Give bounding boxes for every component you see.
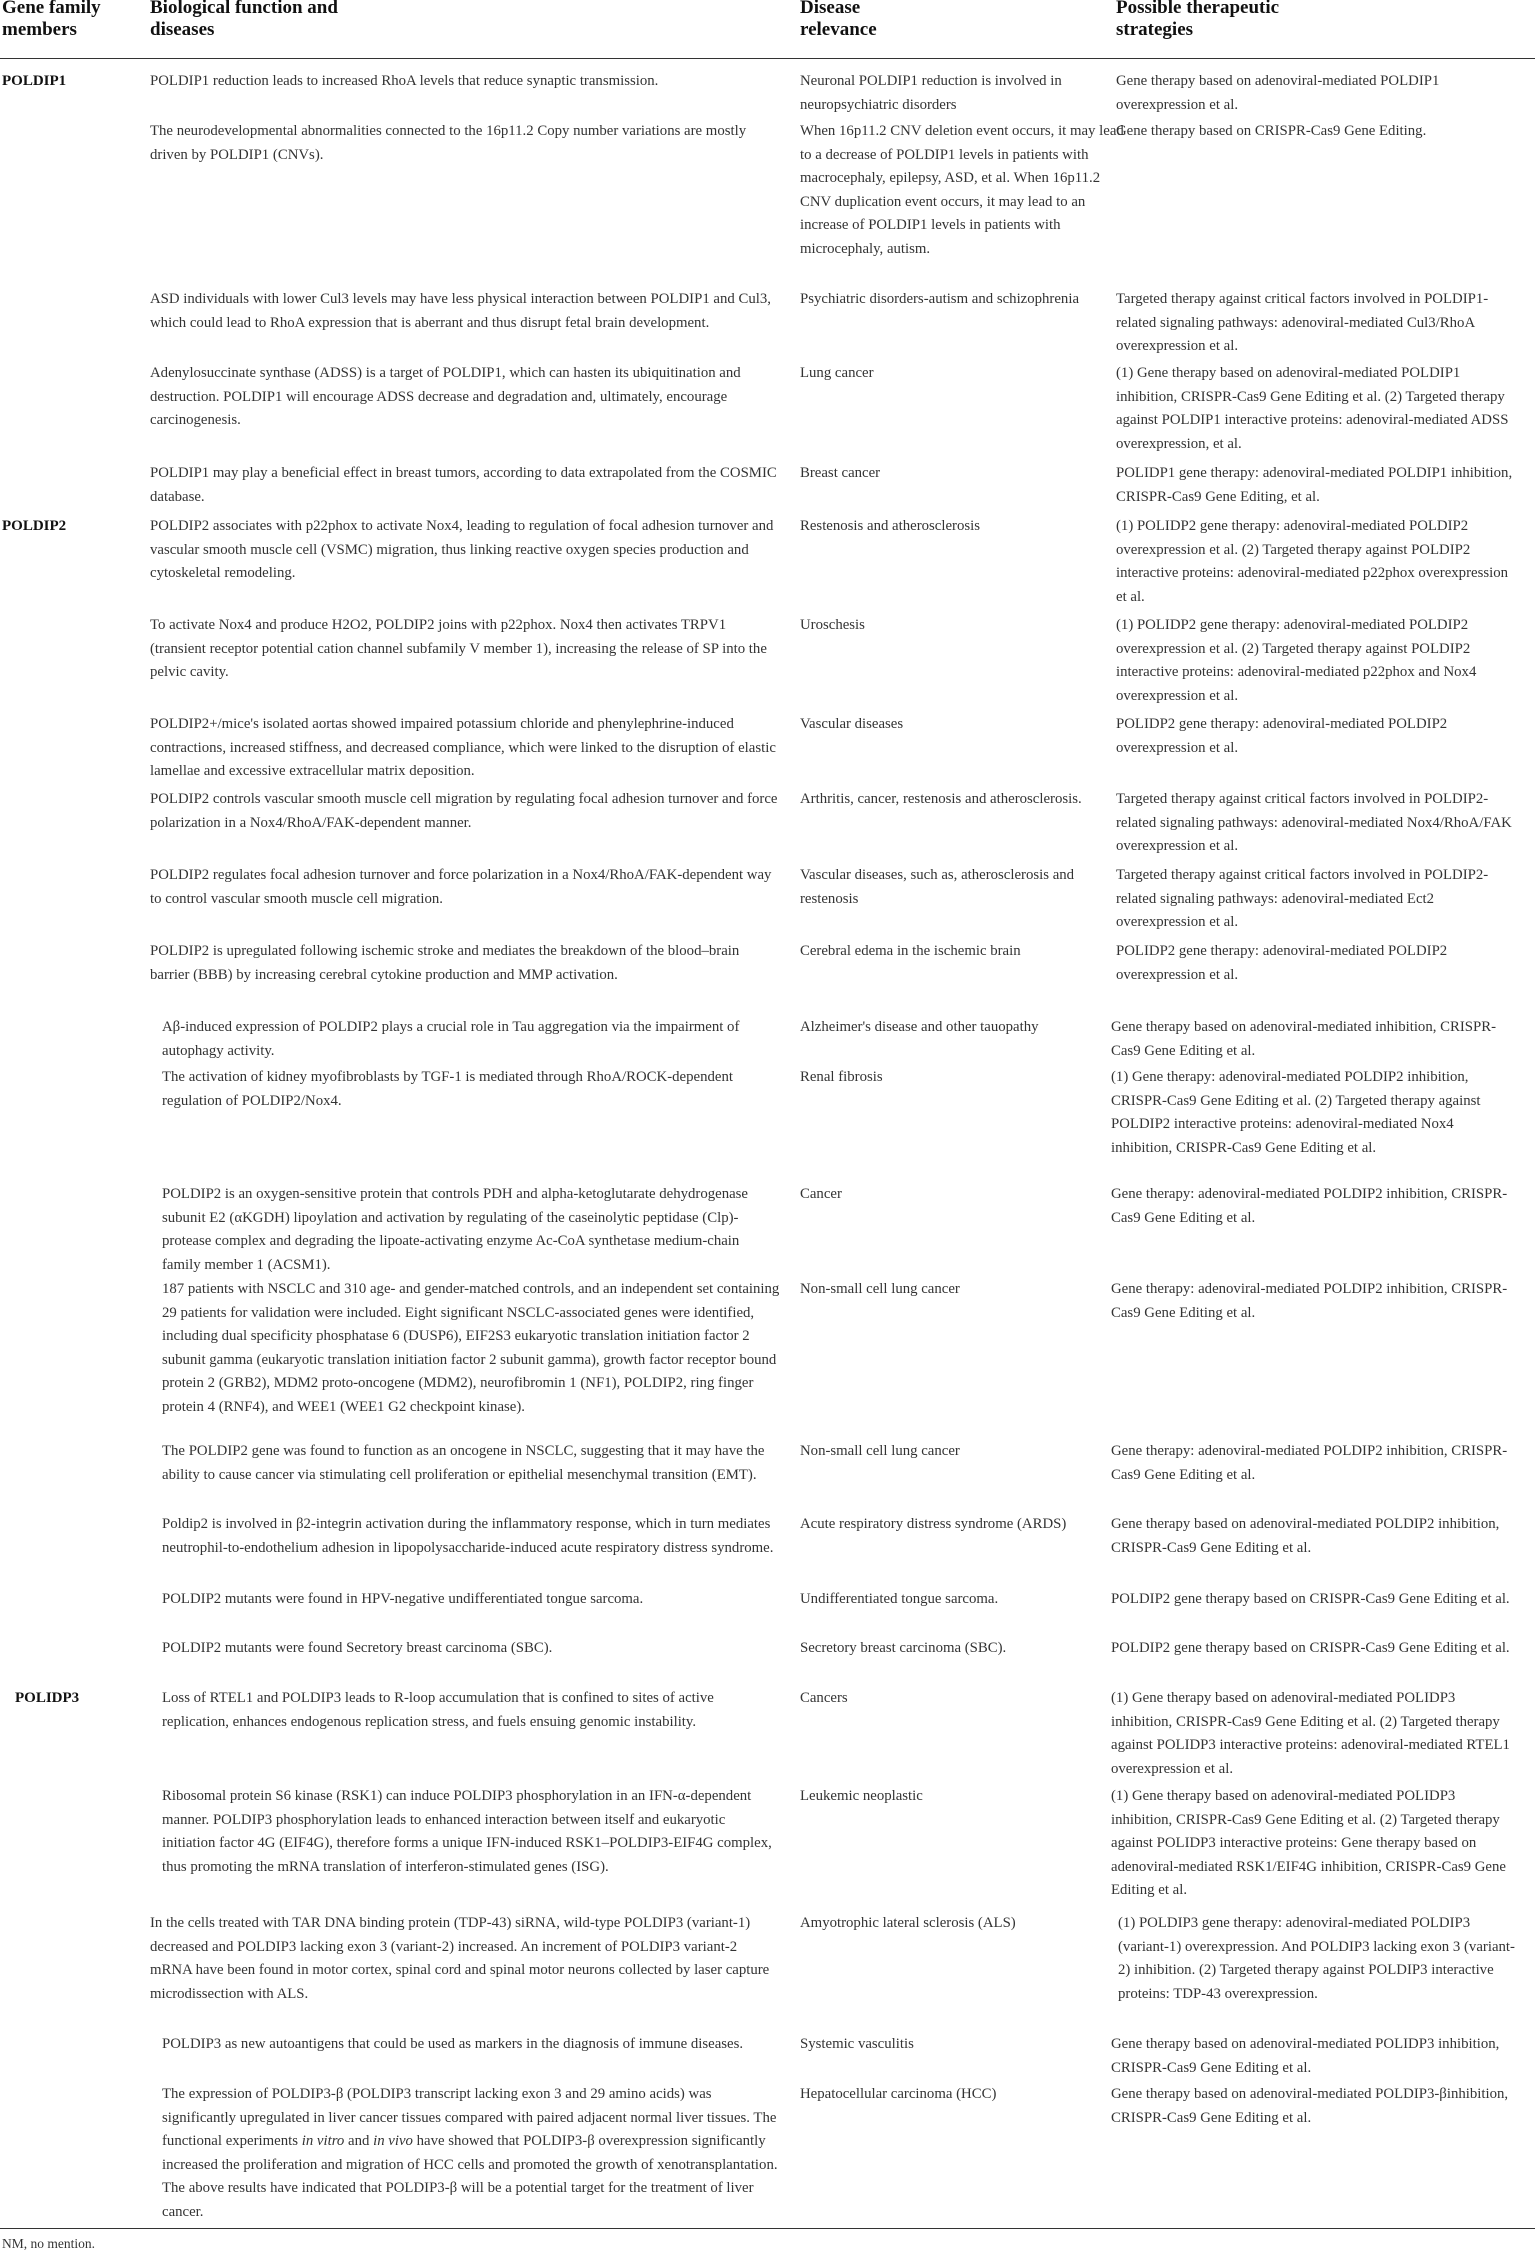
disease-cell: Leukemic neoplastic [800, 1788, 923, 1804]
therapy-cell: Gene therapy: adenoviral-mediated POLDIP2 inhibition, CRISPR-Cas9 Gene Editing et al. [1111, 1281, 1508, 1321]
disease-cell: Lung cancer [800, 365, 874, 381]
header-bio: Biological function and diseases [150, 0, 338, 40]
bio-cell: ASD individuals with lower Cul3 levels may have less physical interaction between POLDIP1 and Cul3, which could lead to RhoA expression that is aberrant and thus disrupt fetal brain development. [150, 291, 771, 331]
therapy-cell: Targeted therapy against critical factors involved in POLDIP2-related signaling pathways: adenoviral-mediated Nox4/RhoA/FAK overexpression et al. [1116, 791, 1512, 854]
disease-cell: Cancers [800, 1690, 848, 1706]
gene-cell: POLDIP2 [2, 518, 67, 534]
bio-text-italic: in vitro [301, 2133, 345, 2149]
therapy-cell: (1) Gene therapy based on adenoviral-mediated POLDIP1 inhibition, CRISPR-Cas9 Gene Editing et al. (2) Targeted therapy against POLDIP1 interactive proteins: adenoviral-mediated ADSS overexpression, et al. [1116, 365, 1509, 452]
therapy-cell: (1) POLIDP2 gene therapy: adenoviral-mediated POLDIP2 overexpression et al. (2) Targeted therapy against POLDIP2 interactive proteins: adenoviral-mediated p22phox and Nox4 overexpression et al. [1116, 617, 1477, 704]
therapy-cell: (1) POLDIP3 gene therapy: adenoviral-mediated POLDIP3 (variant-1) overexpression. And POLDIP3 lacking exon 3 (variant-2) inhibition. (2) Targeted therapy against POLDIP3 interactive proteins: TDP-43 overexpression. [1118, 1915, 1515, 2002]
disease-cell: Neuronal POLDIP1 reduction is involved in neuropsychiatric disorders [800, 73, 1062, 113]
table-bottom-rule [0, 2228, 1535, 2229]
bio-cell: POLDIP1 may play a beneficial effect in breast tumors, according to data extrapolated from the COSMIC database. [150, 465, 777, 505]
bio-cell: POLDIP2 mutants were found in HPV-negative undifferentiated tongue sarcoma. [162, 1591, 644, 1607]
bio-cell: POLDIP2 regulates focal adhesion turnover and force polarization in a Nox4/RhoA/FAK-dependent way to control vascular smooth muscle cell migration. [150, 867, 772, 907]
disease-cell: Secretory breast carcinoma (SBC). [800, 1640, 1007, 1656]
bio-cell: POLDIP2 is an oxygen-sensitive protein that controls PDH and alpha-ketoglutarate dehydrogenase subunit E2 (αKGDH) lipoylation and activation by regulating of the caseinolytic peptidase (Clp)-protease complex and degrading the lipoate-activating enzyme Ac-CoA synthetase medium-chain family member 1 (ACSM1). [162, 1186, 748, 1273]
disease-cell: Systemic vasculitis [800, 2036, 914, 2052]
bio-text-part: The expression of POLDIP3-β (POLDIP3 transcript lacking exon 3 and 29 amino acids) was significantly upregulated in liver cancer tissues compared with paired adjacent normal liver tissues. The functional experiments [162, 2086, 777, 2149]
bio-cell: POLDIP3 as new autoantigens that could be used as markers in the diagnosis of immune diseases. [162, 2036, 744, 2052]
bio-cell: POLDIP2 is upregulated following ischemic stroke and mediates the breakdown of the blood–brain barrier (BBB) by increasing cerebral cytokine production and MMP activation. [150, 943, 740, 983]
disease-cell: Restenosis and atherosclerosis [800, 518, 980, 534]
therapy-cell: Gene therapy: adenoviral-mediated POLDIP2 inhibition, CRISPR-Cas9 Gene Editing et al. [1111, 1443, 1508, 1483]
gene-cell: POLIDP3 [15, 1690, 80, 1706]
therapy-cell: (1) Gene therapy based on adenoviral-mediated POLIDP3 inhibition, CRISPR-Cas9 Gene Editing et al. (2) Targeted therapy against POLIDP3 interactive proteins: adenoviral-mediated RTEL1 overexpression et al. [1111, 1690, 1510, 1777]
disease-cell: Uroschesis [800, 617, 865, 633]
bio-cell: POLDIP1 reduction leads to increased RhoA levels that reduce synaptic transmission. [150, 73, 659, 89]
therapy-cell: (1) POLIDP2 gene therapy: adenoviral-mediated POLDIP2 overexpression et al. (2) Targeted therapy against POLDIP2 interactive proteins: adenoviral-mediated p22phox overexpression et al. [1116, 518, 1508, 605]
disease-cell: Hepatocellular carcinoma (HCC) [800, 2086, 997, 2102]
bio-cell: In the cells treated with TAR DNA binding protein (TDP-43) siRNA, wild-type POLDIP3 (variant-1) decreased and POLDIP3 lacking exon 3 (variant-2) increased. An increment of POLDIP3 variant-2 mRNA have been found in motor cortex, spinal cord and spinal motor neurons collected by laser capture microdissection with ALS. [150, 1915, 770, 2002]
bio-cell: Aβ-induced expression of POLDIP2 plays a crucial role in Tau aggregation via the impairment of autophagy activity. [162, 1019, 740, 1059]
disease-cell: Cancer [800, 1186, 842, 1202]
bio-cell: Adenylosuccinate synthase (ADSS) is a target of POLDIP1, which can hasten its ubiquitination and destruction. POLDIP1 will encourage ADSS decrease and degradation and, ultimately, encourage carcinogenesis. [150, 365, 741, 428]
disease-cell: Non-small cell lung cancer [800, 1281, 960, 1297]
bio-cell: The neurodevelopmental abnormalities connected to the 16p11.2 Copy number variations are mostly driven by POLDIP1 (CNVs). [150, 123, 747, 163]
disease-cell: Undifferentiated tongue sarcoma. [800, 1591, 999, 1607]
gene-cell: POLDIP1 [2, 73, 67, 89]
therapy-cell: POLIDP1 gene therapy: adenoviral-mediated POLDIP1 inhibition, CRISPR-Cas9 Gene Editing, et al. [1116, 465, 1513, 505]
bio-cell: POLDIP2 controls vascular smooth muscle cell migration by regulating focal adhesion turnover and force polarization in a Nox4/RhoA/FAK-dependent manner. [150, 791, 778, 831]
disease-cell: Renal fibrosis [800, 1069, 883, 1085]
therapy-cell: Gene therapy based on adenoviral-mediated POLIDP3 inhibition, CRISPR-Cas9 Gene Editing et al. [1111, 2036, 1500, 2076]
disease-cell: When 16p11.2 CNV deletion event occurs, it may lead to a decrease of POLDIP1 levels in patients with macrocephaly, epilepsy, ASD, et al. When 16p11.2 CNV duplication event occurs, it may lead to an increase of POLDIP1 levels in patients with microcephaly, autism. [800, 123, 1124, 257]
header-gene: Gene family members [2, 0, 101, 40]
therapy-cell: Targeted therapy against critical factors involved in POLDIP1-related signaling pathways: adenoviral-mediated Cul3/RhoA overexpression et al. [1116, 291, 1489, 354]
bio-cell: To activate Nox4 and produce H2O2, POLDIP2 joins with p22phox. Nox4 then activates TRPV1 (transient receptor potential cation channel subfamily V member 1), increasing the release of SP into the pelvic cavity. [150, 617, 767, 680]
disease-cell: Arthritis, cancer, restenosis and atherosclerosis. [800, 791, 1082, 807]
therapy-cell: Targeted therapy against critical factors involved in POLDIP2-related signaling pathways: adenoviral-mediated Ect2 overexpression et al. [1116, 867, 1489, 930]
therapy-cell: POLDIP2 gene therapy based on CRISPR-Cas9 Gene Editing et al. [1111, 1640, 1510, 1656]
bio-cell [162, 2083, 780, 2224]
disease-cell: Vascular diseases [800, 716, 904, 732]
bio-text-part: have showed that POLDIP3-β overexpression significantly increased the proliferation and migration of HCC cells and promoted the growth of xenotransplantation. The above results have indicated that POLDIP3-β will be a potential target for the treatment of liver cancer. [162, 2133, 778, 2220]
bio-text-part: and [344, 2133, 374, 2149]
bio-cell: POLDIP2+/mice's isolated aortas showed impaired potassium chloride and phenylephrine-induced contractions, increased stiffness, and decreased compliance, which were linked to the disruption of elastic lamellae and excessive extracellular matrix deposition. [150, 716, 776, 779]
therapy-cell: (1) Gene therapy based on adenoviral-mediated POLIDP3 inhibition, CRISPR-Cas9 Gene Editing et al. (2) Targeted therapy against POLIDP3 interactive proteins: Gene therapy based on adenoviral-mediated RSK1/EIF4G inhibition, CRISPR-Cas9 Gene Editing et al. [1111, 1788, 1506, 1898]
table-header [0, 0, 1535, 59]
bio-cell: Loss of RTEL1 and POLDIP3 leads to R-loop accumulation that is confined to sites of active replication, enhances endogenous replication stress, and fuels ensuing genomic instability. [162, 1690, 714, 1730]
therapy-cell: Gene therapy based on adenoviral-mediated POLDIP2 inhibition, CRISPR-Cas9 Gene Editing et al. [1111, 1516, 1500, 1556]
therapy-cell: Gene therapy based on CRISPR-Cas9 Gene Editing. [1116, 123, 1427, 139]
therapy-cell: Gene therapy: adenoviral-mediated POLDIP2 inhibition, CRISPR-Cas9 Gene Editing et al. [1111, 1186, 1508, 1226]
disease-cell: Psychiatric disorders-autism and schizophrenia [800, 291, 1080, 307]
bio-cell: The POLDIP2 gene was found to function as an oncogene in NSCLC, suggesting that it may have the ability to cause cancer via stimulating cell proliferation or epithelial mesenchymal transition (EMT). [162, 1443, 765, 1483]
therapy-cell: POLIDP2 gene therapy: adenoviral-mediated POLDIP2 overexpression et al. [1116, 716, 1448, 756]
header-disease: Disease relevance [800, 0, 877, 40]
disease-cell: Vascular diseases, such as, atherosclerosis and restenosis [800, 867, 1075, 907]
bio-cell: Ribosomal protein S6 kinase (RSK1) can induce POLDIP3 phosphorylation in an IFN-α-dependent manner. POLDIP3 phosphorylation leads to enhanced interaction between itself and eukaryotic initiation factor 4G (EIF4G), therefore forms a unique IFN-induced RSK1–POLDIP3-EIF4G complex, thus promoting the mRNA translation of interferon-stimulated genes (ISG). [162, 1788, 772, 1875]
disease-cell: Breast cancer [800, 465, 881, 481]
disease-cell: Alzheimer's disease and other tauopathy [800, 1019, 1039, 1035]
therapy-cell: Gene therapy based on adenoviral-mediated POLDIP3-βinhibition, CRISPR-Cas9 Gene Editing et al. [1111, 2086, 1509, 2126]
disease-cell: Acute respiratory distress syndrome (ARDS) [800, 1516, 1067, 1532]
therapy-cell: (1) Gene therapy: adenoviral-mediated POLDIP2 inhibition, CRISPR-Cas9 Gene Editing et al. (2) Targeted therapy against POLDIP2 interactive proteins: adenoviral-mediated Nox4 inhibition, CRISPR-Cas9 Gene Editing et al. [1111, 1069, 1481, 1156]
disease-cell: Cerebral edema in the ischemic brain [800, 943, 1021, 959]
bio-cell: POLDIP2 associates with p22phox to activate Nox4, leading to regulation of focal adhesion turnover and vascular smooth muscle cell (VSMC) migration, thus linking reactive oxygen species production and cytoskeletal remodeling. [150, 518, 774, 581]
disease-cell: Amyotrophic lateral sclerosis (ALS) [800, 1915, 1016, 1931]
bio-text-italic: in vivo [373, 2133, 413, 2149]
bio-cell: POLDIP2 mutants were found Secretory breast carcinoma (SBC). [162, 1640, 553, 1656]
disease-cell: Non-small cell lung cancer [800, 1443, 960, 1459]
therapy-cell: Gene therapy based on adenoviral-mediated inhibition, CRISPR-Cas9 Gene Editing et al. [1111, 1019, 1497, 1059]
bio-cell: Poldip2 is involved in β2-integrin activation during the inflammatory response, which in turn mediates neutrophil-to-endothelium adhesion in lipopolysaccharide-induced acute respiratory distress syndrome. [162, 1516, 774, 1556]
therapy-cell: POLDIP2 gene therapy based on CRISPR-Cas9 Gene Editing et al. [1111, 1591, 1510, 1607]
footnote: NM, no mention. [2, 2236, 95, 2251]
header-therapy: Possible therapeutic strategies [1116, 0, 1280, 40]
therapy-cell: POLIDP2 gene therapy: adenoviral-mediated POLDIP2 overexpression et al. [1116, 943, 1448, 983]
bio-cell: 187 patients with NSCLC and 310 age- and gender-matched controls, and an independent set containing 29 patients for validation were included. Eight significant NSCLC-associated genes were identified, including dual specificity phosphatase 6 (DUSP6), EIF2S3 eukaryotic translation initiation factor 2 subunit gamma (eukaryotic translation initiation factor 2 subunit gamma), growth factor receptor bound protein 2 (GRB2), MDM2 proto-oncogene (MDM2), neurofibromin 1 (NF1), POLDIP2, ring finger protein 4 (RNF4), and WEE1 (WEE1 G2 checkpoint kinase). [162, 1281, 780, 1415]
bio-cell: The activation of kidney myofibroblasts by TGF-1 is mediated through RhoA/ROCK-dependent regulation of POLDIP2/Nox4. [162, 1069, 733, 1109]
therapy-cell: Gene therapy based on adenoviral-mediated POLDIP1 overexpression et al. [1116, 73, 1440, 113]
